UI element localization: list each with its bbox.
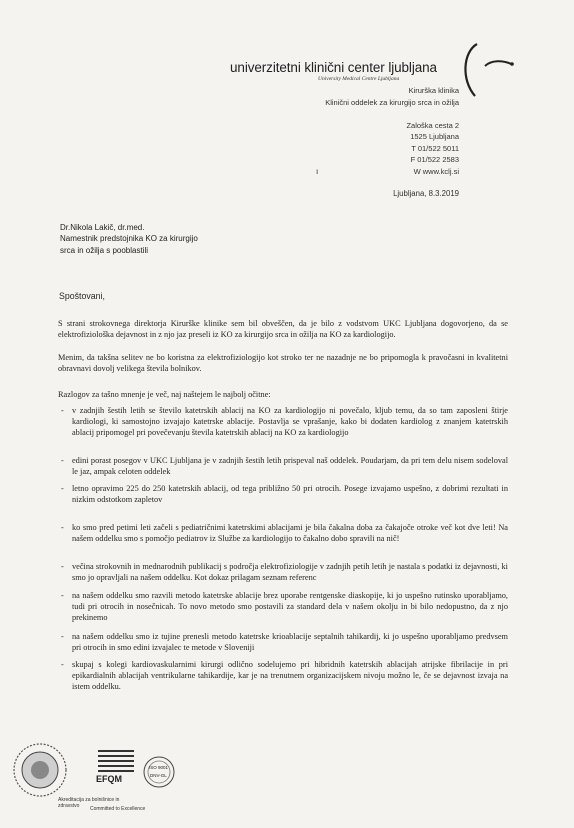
list-item: - letno opravimo 225 do 250 katetrskih ablacij, od tega približno 50 pri otrocih. Posege izvajamo uspešno, z dobrimi rezultati in nizkim odstotkom zapletov <box>61 484 508 505</box>
list-item: - večina strokovnih in mednarodnih publikacij s področja elektrofiziologije v zadnjih petih letih je nastala s podatki iz dejavnosti, ki smo jo opravljali na našem oddelku. Kot dokaz prilagam seznam referenc <box>61 562 508 583</box>
efqm-badge <box>96 748 136 788</box>
efqm-caption: Committed to Excellence <box>90 806 146 812</box>
address-phone: T 01/522 5011 <box>411 143 459 153</box>
recipient-title-2: srca in ožilja s pooblastili <box>60 245 149 255</box>
cert-seal <box>142 755 176 789</box>
ukc-logo <box>455 40 525 105</box>
reasons-intro: Razlogov za tašno mnenje je več, naj naštejem le najbolj očitne: <box>58 390 271 399</box>
org-name-en: University Medical Centre Ljubljana <box>318 76 400 82</box>
accreditation-seal <box>10 740 70 800</box>
cert-sub: DNV-GL <box>150 773 167 778</box>
recipient-block <box>60 222 198 256</box>
recipient-title-1: Namestnik predstojnika KO za kirurgijo <box>60 234 198 244</box>
clinic-name: Kirurška klinika <box>408 86 459 95</box>
address-web: W www.kclj.si <box>413 166 459 176</box>
paragraph-1: S strani strokovnega direktorja Kirurške klinike sem bil obveščen, da je bilo z vodstvom UKC Ljubljana dogovorjeno, da se elektrofiziološka dejavnost in z njo jaz preseli iz KO za kirurgijo srca in ožilja na KO za kardiologijo. <box>58 319 508 340</box>
efqm-label: EFQM <box>96 774 122 784</box>
paragraph-2: Menim, da takšna selitev ne bo koristna za elektrofiziologijo kot stroko ter ne nazadnje ne bo pripomogla k pravočasni in kvalitetni obravnavi dovolj velikega števila bolnikov. <box>58 353 508 374</box>
address-street: Zaloška cesta 2 <box>406 121 459 130</box>
salutation: Spoštovani, <box>59 291 105 301</box>
cert-label: ISO 9001 <box>149 765 169 770</box>
list-item: - edini porast posegov v UKC Ljubljana je v zadnjih šestih letih prispeval naš oddelek. Poudarjam, da pri tem delu nisem sodeloval le jaz, ampak celoten oddelek <box>61 456 508 477</box>
list-item: - ko smo pred petimi leti začeli s pediatričnimi katetrskimi ablacijami je bila čakalna doba za čakajoče otroke več kot dve leti! Na našem oddelku smo s pomočjo pediatrov iz Službe za kardiologijo to čakalno dobo spravili na nič! <box>61 523 508 544</box>
department-name: Klinični oddelek za kirurgijo srca in ožilja <box>325 98 459 107</box>
letter-date: Ljubljana, 8.3.2019 <box>393 189 459 198</box>
address-fax: F 01/522 2583 <box>410 155 459 165</box>
org-name: univerzitetni klinični center ljubljana <box>230 60 437 75</box>
list-item: - na našem oddelku smo razvili metodo katetrske ablacije brez uporabe rentgenske diaskopije, ki jo uspešno rutinsko uporabljamo, tudi pri otrocih in nosečnicah. To novo metodo smo postavili za standard dela v našem okolju in bi bilo nedopustno, da z njo prekinemo <box>61 591 508 623</box>
address-city: 1525 Ljubljana <box>410 132 459 142</box>
recipient-name: Dr.Nikola Lakič, dr.med. <box>60 223 145 232</box>
accreditation-caption: Akreditacija za bolnišnice in zdravstvo <box>58 797 120 809</box>
list-item: - v zadnjih šestih letih se število katetrskih ablacij na KO za kardiologijo ni povečalo, kljub temu, da so tam zaposleni štirje kardiologi, ki samostojno izvajajo katetrske ablacije. Postavlja se vprašanje, kako bi dodaten kardiolog z znanjem katetrskih ablacij pripomogel pri povečevanju števila katetrskih ablacij na KO za kardiologijo <box>61 406 508 438</box>
list-item: - na našem oddelku smo iz tujine prenesli metodo katetrske krioablacije septalnih tahikardij, ki jo uspešno uporabljamo predvsem pri otrocih in smo edini izvajalec te metode v Sloveniji <box>61 632 508 653</box>
list-item: - skupaj s kolegi kardiovaskularnimi kirurgi odlično sodelujemo pri hibridnih katetrskih ablacijah atrijske fibrilacije in pri epikardialnih ablacijah ventrikularne tahikardije, kar je na trenutnem organizacijskem nivoju možno le, če se dejavnost izvaja na istem oddelku. <box>61 660 508 692</box>
fold-mark: ı <box>316 167 319 176</box>
address-block <box>299 120 459 177</box>
